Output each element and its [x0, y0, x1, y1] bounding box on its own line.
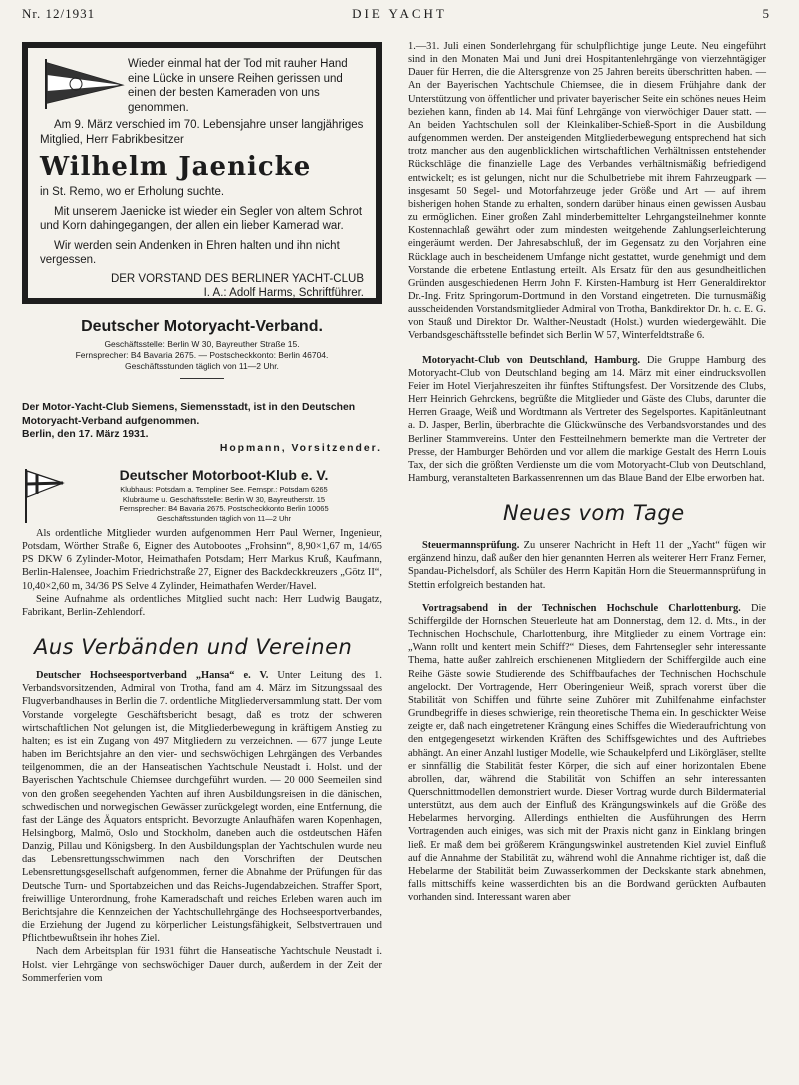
- magazine-title: DIE YACHT: [352, 6, 447, 21]
- siemens-signature: Hopmann, Vorsitzender.: [219, 442, 382, 454]
- hamburg-heading: Motoryacht-Club von Deutschland, Hamburg.: [422, 354, 641, 366]
- dmv-notice: [22, 318, 382, 379]
- divider: [180, 378, 224, 379]
- dmk-office: Klubräume u. Geschäftsstelle: Berlin W 30, Bayreutherstr. 15: [122, 494, 326, 504]
- dmk-hours: Geschäftsstunden täglich von 11—2 Uhr: [156, 513, 292, 523]
- hansa-heading: Deutscher Hochseesportverband „Hansa“ e. V.: [36, 670, 269, 682]
- steuer-text: Zu unserer Nachricht in Heft 11 der „Yacht“ fügen wir ergänzend hinzu, daß außer den hier genannten Herren als weiterer Herr Franz Ferner, Spandau-Pichelsdorf, als Schüler des Herrn Kapitän Horn die Steuermannsprüfung in Stettin erfolgreich bestanden hat.: [408, 540, 766, 591]
- club-flag-icon: [22, 467, 66, 523]
- right-column: [408, 40, 766, 904]
- obituary-text-1: Am 9. März verschied im 70. Lebensjahre unser langjähriges Mitglied, Herr Fabrikbesitzer: [40, 119, 364, 146]
- issue-number: Nr. 12/1931: [22, 6, 96, 21]
- page-number: 5: [762, 6, 769, 21]
- dmk-members-text: Als ordentliche Mitglieder wurden aufgenommen Herr Paul Werner, Ingenieur, Potsdam, Wörther Straße 6, Eigner des Autobootes „Frohsinn“, 8,90×1,67 m, 14/65 PS DKW 6 Zylinder-Motor, Heimathafen Potsdam; Herr Markus Kruß, Kaufmann, Berlin-Halensee, Joachim Friedrichstraße 27, Eigner des Backdeckkreuzers „Götz II“, 10,40×2,60 m, 34/36 PS Selve 4 Zylinder, Heimathafen Werder/Havel.: [22, 528, 382, 592]
- hamburg-text: Die Gruppe Hamburg des Motoryacht-Club von Deutschland beging am 14. März mit einer eindrucksvollen Feier im Hotel Vierjahreszeiten ihr fünftes Stiftungsfest. Der Vorsitzende des Clubs, Herr Heinrich Gehrckens, begrüßte die Mitglieder und Gäste des Clubs, darunter die Herren Graage, Weiß und Wordtmann als Vertreter des Segelsportes. Kapitänleutnant a. D. Jasper, Berlin, überbrachte die Glückwünsche des Verbandsvorstandes und des Berliner Stammvereins. Unter den Festteilnehmern bemerkte man die Vertreter der Presse, der Hamburger Behörden und vor allem die markige Gestalt des Herrn Louis Tax, der sich die größten Verdienste um die vom Motoryacht-Club von Deutschland, Hamburg, veranstalteten Barkassenrennen um das Blaue Band der Elbe erworben hat.: [408, 354, 766, 484]
- hansa-text-2: Nach dem Arbeitsplan für 1931 führt die Hanseatische Yachtschule Neustadt i. Holst. vier Lehrgänge von sechswöchiger Dauer durch, außerdem in der Zeit der Sommerferien vom: [22, 946, 382, 984]
- obituary-text-3: Mit unserem Jaenicke ist wieder ein Segler von altem Schrot und Korn dahingegangen, der allen ein lieber Kamerad war.: [40, 205, 363, 232]
- siemens-notice: [22, 401, 382, 455]
- hansa-text-1: Unter Leitung des 1. Verbandsvorsitzenden, Admiral von Trotha, fand am 4. März im Sitzungssaal des Flugverbandhauses in Berlin die 7. ordentliche Mitgliederversammlung statt. Der vom Vorstande vorgelegte Geschäftsbericht besagt, daß es trotz der schweren wirtschaftlichen Not gelungen ist, die Mitgliederbewegung in kräftigem Anstieg zu halten; es ist ein Zugang von 497 Mitgliedern zu verzeichnen. — 677 junge Leute haben im Berichtsjahre an den vier- und sechswöchigen Lehrgängen des Verbandes teilgenommen, die an der Hanseatischen Yachtschule Neustadt i. Holst. und der Bayerischen Yachtschule Chiemsee durchgeführt wurden. — 20 000 Seemeilen sind von den großen seegehenden Yachten auf ihren Ausbildungsreisen in die dänischen, schwedischen und norwegischen Gewässer zurückgelegt worden, eine Entfernung, die fast der Länge des Äquators entspricht. Bevorzugte Anlaufhäfen waren Kopenhagen, Helsingborg, Malmö, Oslo und Stockholm, daneben auch die ostdeutschen Häfen Danzig, Pillau und Königsberg. In den Ausbildungsplan der Yachtschulen wurde neu das Lebensrettungsschwimmen nach den Vorschriften der Deutschen Lebensrettungsgesellschaft aufgenommen, ferner die Abnahme der Prüfungen für das Deutsche Turn- und Sportabzeichen und das Reichs-Jugendabzeichen. Straffer Sport, freiwillige Unterordnung, frohe Kameradschaft und reiches Erleben waren auch im Berichtsjahre die Kennzeichen der Yachtschullehrgänge des Hochseesportverbandes, die Erziehung der Jugend zu körperlicher Leistungsfähigkeit, Selbstvertrauen und Pflichtbewußtsein ihr hohes Ziel.: [22, 670, 382, 945]
- section-heading-neues: Neues vom Tage: [503, 501, 685, 526]
- obituary-box: [22, 42, 382, 304]
- obituary-signature-2: I. A.: Adolf Harms, Schriftführer.: [203, 287, 364, 299]
- section-heading-verbaende: Aus Verbänden und Vereinen: [34, 635, 353, 660]
- dmk-header: [22, 467, 382, 523]
- deceased-name: Wilhelm Jaenicke: [40, 152, 312, 182]
- steuer-heading: Steuermannsprüfung.: [422, 540, 520, 552]
- dmv-phone: Fernsprecher: B4 Bavaria 2675. — Postscheckkonto: Berlin 46704.: [75, 350, 329, 360]
- siemens-text: Der Motor-Yacht-Club Siemens, Siemensstadt, ist in den Deutschen Motoryacht-Verband aufgenommen.: [22, 402, 356, 427]
- dmv-address: Geschäftsstelle: Berlin W 30, Bayreuther Straße 15.: [104, 339, 300, 349]
- dmk-application-text: Seine Aufnahme als ordentliches Mitglied sucht nach: Herr Ludwig Baugatz, Fabrikant, Berlin-Zehlendorf.: [22, 593, 382, 618]
- obituary-lead: Wieder einmal hat der Tod mit rauher Hand eine Lücke in unsere Reihen gerissen und einen der besten Kameraden von uns genommen.: [128, 58, 348, 114]
- vortrag-text: Die Schiffergilde der Hornschen Steuerleute hat am Donnerstag, dem 12. d. Mts., in der Technischen Hochschule, Charlottenburg, ihre Mitglieder zu einem Vortrage ein: „Wann rollt und kentert mein Schiff?“ Dieses, dem Fahrtensegler sehr interessante Thema, hatte außer zahlreich erschienenen Mitgliedern der Schiffergilde auch eine Reihe Gäste sowie Studierende des Schiffbaufaches der Technischen Hochschule angelockt. Der Vortragende, Herr Oberingenieur Weiß, sprach vorerst über die Stabilität von Schiffen und führte seine Zuhörer mit Zuhilfenahme einfachster Grundbegriffe in dieses schwierige, rein theoretische Thema ein. In geschickter Weise zeigte er, daß nach eingetretener Krängung eines Schiffes die Wiederaufrichtung von den entgegengesetzt wirkenden Kräften des Schiffsgewichtes und des Auftriebes abhängt. An einer Anzahl lustiger Modelle, wie Schaukelpferd und Likörgläser, stellte er sinnfällig die Stabilität fester Körper, die sich auf einer horizontalen Ebene abrollen, dar, während die Stabilität von Schiffen an sehr interessanten Querschnittmodellen demonstriert wurde. Dieser Vortrag wurde durch Bildermaterial unterstützt, aus dem auch der Einfluß des Krängungswinkels auf die Größe des Hebelarmes hervorging. Allerdings enthielten die Ausführungen des Herrn Vortragenden auch einiges, was sich mit der Praxis nicht ganz in Einklang bringen ließ. Er maß dem bei größerem Krängungswinkel austretenden Kiel zuviel Einfluß auf die Annahme der Stabilität zu, während wohl die Annahme richtiger ist, daß die Hebelarme der Stabilität beim Zuwasserkommen der Deckskante stark abnehmen, falls mittschiffs keine wasserdichten bis an die Bordwand gerückten Aufbauten vorhanden sind. Interessant waren aber: [408, 602, 766, 904]
- siemens-date: Berlin, den 17. März 1931.: [22, 429, 149, 440]
- dmk-clubhouse: Klubhaus: Potsdam a. Templiner See. Fernspr.: Potsdam 6265: [120, 485, 328, 494]
- obituary-text-2: in St. Remo, wo er Erholung suchte.: [40, 186, 225, 198]
- vortrag-heading: Vortragsabend in der Technischen Hochschule Charlottenburg.: [422, 602, 741, 614]
- club-pennant-icon: [40, 57, 128, 109]
- page-header: [0, 6, 799, 26]
- dmk-phone: Fernsprecher: B4 Bavaria 2675. Postscheckkonto Berlin 10065: [119, 504, 329, 513]
- obituary-text-4: Wir werden sein Andenken in Ehren halten und ihn nicht vergessen.: [40, 239, 340, 266]
- left-column: [22, 42, 382, 985]
- obituary-signature-1: DER VORSTAND DES BERLINER YACHT-CLUB: [110, 272, 364, 285]
- hansa-text-3: 1.—31. Juli einen Sonderlehrgang für schulpflichtige junge Leute. Neu eingeführt sind in den Monaten Mai und Juni drei Hospitantenlehrgänge von vierzehntägiger Dauer für Herren, die die Altersgrenze von 25 Jahren bereits überschritten haben. — An der Bayerischen Yachtschule Chiemsee, die in diesem Frühjahre dank der Unterstützung von öffentlicher und privater bayerischer Seite ein schönes neues Heim beziehen kann, finden ab 14. Mai fünf Lehrgänge von vierwöchiger Dauer statt. — An beiden Yachtschulen soll der Kleinkaliber-Schieß-Sport in die Ausbildung aufgenommen werden. Der ansteigenden Mitgliederbewegung entsprechend hat sich trotz mancher aus den augenblicklichen wirtschaftlichen Verhältnissen entstehender Rückschläge die finanzielle Lage des Verbandes verhältnismäßig befriedigend entwickelt; es ist gelungen, nicht nur die Schulbetriebe mit ihrem Fahrzeugpark — insgesamt 50 Segel- und Motorfahrzeuge jeder Größe und Art — auf ihrem bisherigen hohen Stande zu erhalten, sondern darüber hinaus einen gewissen Ausbau zu ermöglichen. Einer großen Zahl minderbemittelter Lehrgangsteilnehmer konnte Kostennachlaß gewährt oder zum mindesten weitgehende Zahlungserleichterung eingeräumt werden. Der Jahresabschluß, der im Gegensatz zu den Vorjahren eine Rücklage auch in bescheidenem Umfange nicht gestattet, wurde genehmigt und dem Vorstande die erbetene Entlastung erteilt. Als Ersatz für den aus gesundheitlichen Gründen ausgeschiedenen Herrn John F. Kirsten-Hamburg ist Herr Generaldirektor Dr.-Ing. Fritz Springorum-Dortmund in den Vorstand eingetreten. Die turnusmäßig ausscheidenden Vorstandsmitglieder Admiral von Trotha, Bankdirektor Dr. h. c. E. G. von Stauß und Direktor Dr. Walther-Neustadt (Holst.) wurden wiedergewählt. Die Verbandsgeschäftsstelle befindet sich Berlin W 57, Winterfeldtstraße 6.: [408, 41, 766, 342]
- dmv-title: Deutscher Motoryacht-Verband.: [81, 318, 323, 335]
- dmv-hours: Geschäftsstunden täglich von 11—2 Uhr.: [125, 361, 279, 371]
- dmk-title: Deutscher Motorboot-Klub e. V.: [119, 467, 329, 483]
